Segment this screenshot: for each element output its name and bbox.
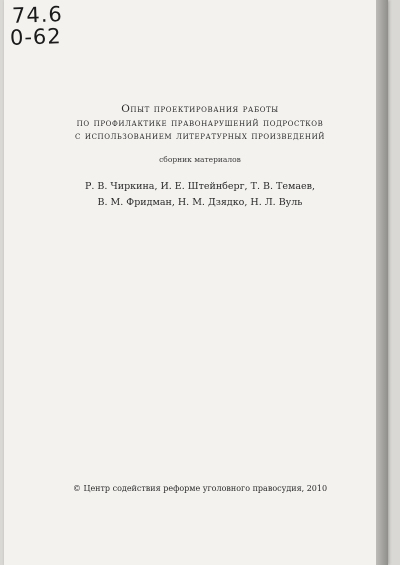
document-page xyxy=(4,0,388,565)
page-edge-shadow xyxy=(376,0,388,565)
subtitle: сборник материалов xyxy=(159,155,241,164)
copyright-notice: © Центр содействия реформе уголовного правосудия, 2010 xyxy=(72,484,328,493)
authors-line-1: Р. В. Чиркина, И. Е. Штейнберг, Т. В. Темаев, xyxy=(84,181,316,192)
title-line-1: Опыт проектирования работы xyxy=(121,103,279,115)
title-line-3: с использованием литературных произведений xyxy=(75,130,325,142)
handwritten-catalog-number: 74.6 xyxy=(11,2,64,28)
title-line-2: по профилактике правонарушений подростков xyxy=(76,117,324,129)
handwritten-catalog-code: 0-62 xyxy=(9,24,63,50)
authors-line-2: В. М. Фридман, Н. М. Дзядко, Н. Л. Вуль xyxy=(97,197,303,208)
